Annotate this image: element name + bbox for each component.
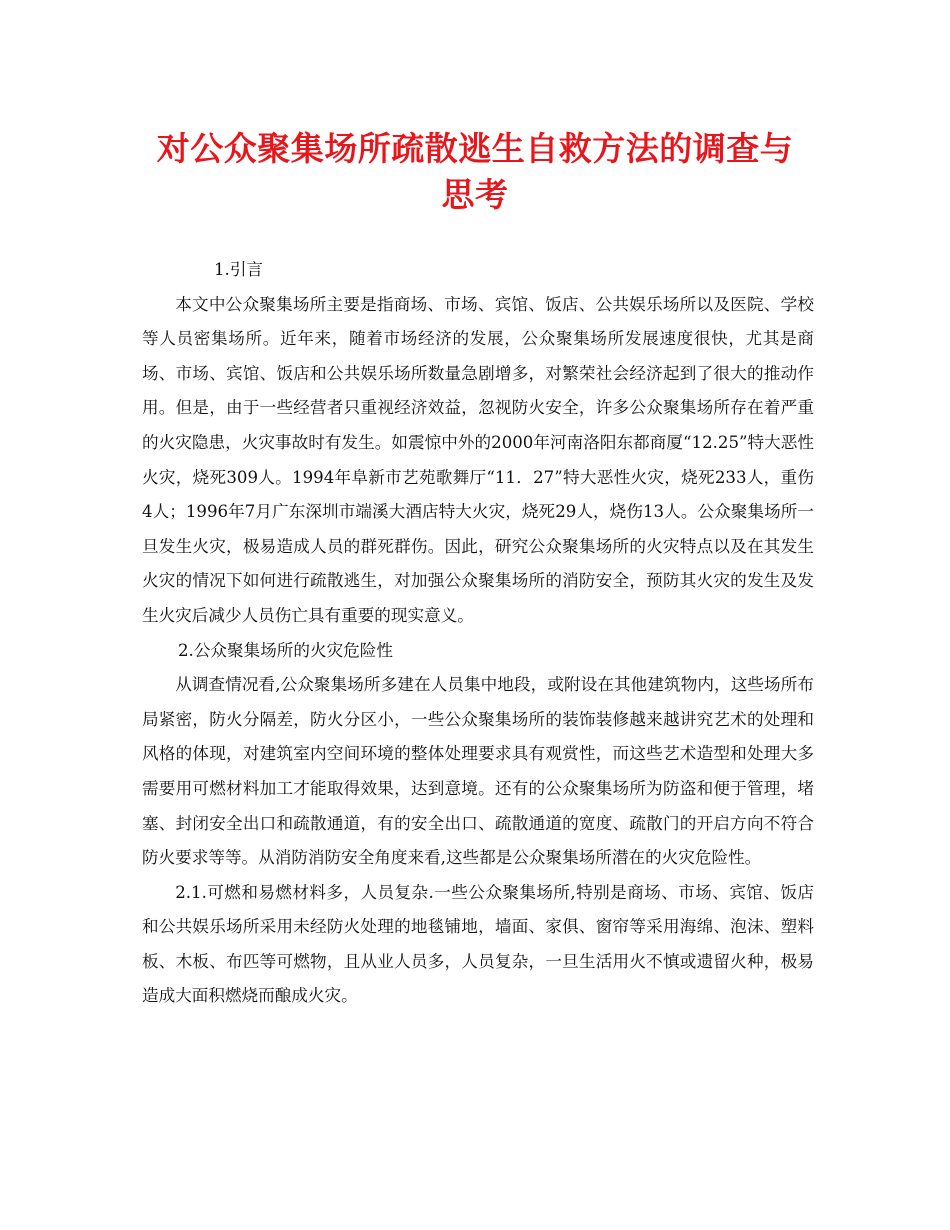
- title-line-1: 对公众聚集场所疏散逃生自救方法的调查与: [156, 129, 794, 168]
- section-heading-intro: 1.引言: [214, 260, 264, 279]
- paragraph-fire-risk: 从调查情况看,公众聚集场所多建在人员集中地段，或附设在其他建筑物内，这些场所布局紧密，防火分隔差，防火分区小，一些公众聚集场所的装饰装修越来越讲究艺术的处理和风格的体现，对建筑室内空间环境的整体处理要求具有观赏性，而这些艺术造型和处理大多需要用可燃材料加工才能取得效果，达到意境。还有的公众聚集场所为防盗和便于管理，堵塞、封闭安全出口和疏散通道，有的安全出口、疏散通道的宽度、疏散门的开启方向不符合防火要求等等。从消防消防安全角度来看,这些都是公众聚集场所潜在的火灾危险性。: [142, 675, 814, 868]
- section-heading-fire-risk: 2.公众聚集场所的火灾危险性: [178, 640, 393, 660]
- document-title: [120, 126, 830, 218]
- paragraph-intro: 本文中公众聚集场所主要是指商场、市场、宾馆、饭店、公共娱乐场所以及医院、学校等人员密集场所。近年来，随着市场经济的发展，公众聚集场所发展速度很快，尤其是商场、市场、宾馆、饭店和公共娱乐场所数量急剧增多，对繁荣社会经济起到了很大的推动作用。但是，由于一些经营者只重视经济效益，忽视防火安全，许多公众聚集场所存在着严重的火灾隐患，火灾事故时有发生。如震惊中外的2000年河南洛阳东都商厦“12.25”特大恶性火灾，烧死309人。1994年阜新市艺苑歌舞厅“11．27”特大恶性火灾，烧死233人，重伤4人；1996年7月广东深圳市端溪大酒店特大火灾，烧死29人，烧伤13人。公众聚集场所一旦发生火灾，极易造成人员的群死群伤。因此，研究公众聚集场所的火灾特点以及在其发生火灾的情况下如何进行疏散逃生，对加强公众聚集场所的消防安全，预防其火灾的发生及发生火灾后减少人员伤亡具有重要的现实意义。: [142, 294, 814, 625]
- paragraph-flammable-materials: 2.1.可燃和易燃材料多，人员复杂.一些公众聚集场所,特别是商场、市场、宾馆、饭店和公共娱乐场所采用未经防火处理的地毯铺地，墙面、家俱、窗帘等采用海绵、泡沫、塑料板、木板、布匹等可燃物，且从业人员多，人员复杂，一旦生活用火不慎或遗留火种，极易造成大面积燃烧而酿成火灾。: [142, 882, 814, 1006]
- document-body: [142, 253, 814, 1014]
- title-line-2: 思考: [441, 175, 509, 214]
